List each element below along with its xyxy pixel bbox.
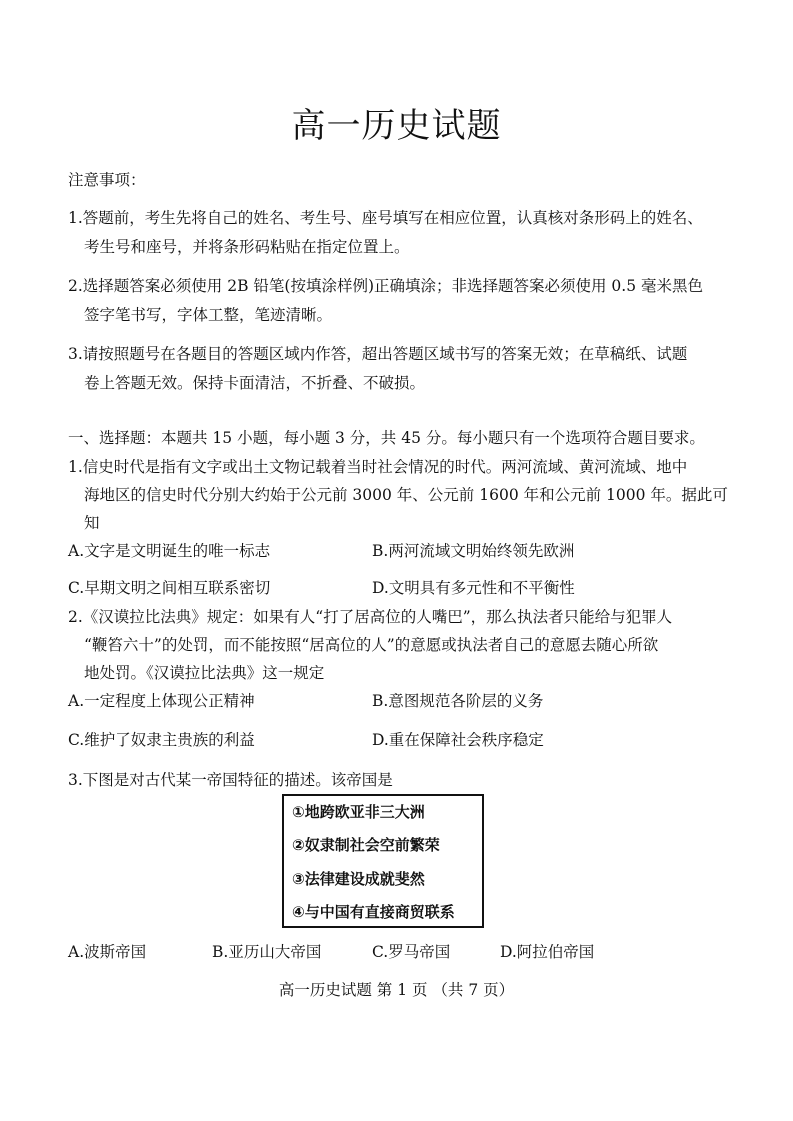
question-2-line3: 地处罚。《汉谟拉比法典》这一规定 bbox=[84, 664, 325, 682]
question-3-option-a: A.波斯帝国 bbox=[68, 943, 147, 961]
notice-item-1-line1: 1.答题前，考生先将自己的姓名、考生号、座号填写在相应位置，认真核对条形码上的姓名、 bbox=[68, 209, 703, 227]
question-1-option-a: A.文字是文明诞生的唯一标志 bbox=[68, 542, 271, 560]
section-heading: 一、选择题：本题共 15 小题，每小题 3 分，共 45 分。每小题只有一个选项符合题目要求。 bbox=[68, 429, 705, 447]
question-1-option-d: D.文明具有多元性和不平衡性 bbox=[372, 579, 575, 597]
question-1-line3: 知 bbox=[84, 514, 100, 532]
question-1-option-b: B.两河流域文明始终领先欧洲 bbox=[372, 542, 575, 560]
question-2-line2: “鞭笞六十”的处罚，而不能按照“居高位的人”的意愿或执法者自己的意愿去随心所欲 bbox=[84, 636, 659, 654]
question-1-line1: 1.信史时代是指有文字或出土文物记载着当时社会情况的时代。两河流域、黄河流域、地中 bbox=[68, 458, 688, 476]
question-2-option-c: C.维护了奴隶主贵族的利益 bbox=[68, 731, 255, 749]
notice-item-2-line2: 签字笔书写，字体工整，笔迹清晰。 bbox=[84, 306, 333, 324]
question-2-option-d: D.重在保障社会秩序稳定 bbox=[372, 731, 544, 749]
notice-item-3-line2: 卷上答题无效。保持卡面清洁，不折叠、不破损。 bbox=[84, 374, 426, 392]
figure-item-2: ②奴隶制社会空前繁荣 bbox=[292, 836, 440, 854]
figure-item-4: ④与中国有直接商贸联系 bbox=[292, 903, 455, 921]
question-2-line1: 2.《汉谟拉比法典》规定：如果有人“打了居高位的人嘴巴”，那么执法者只能给与犯罪人 bbox=[68, 608, 673, 626]
page-title: 高一历史试题 bbox=[291, 106, 502, 146]
notice-item-3-line1: 3.请按照题号在各题目的答题区域内作答，超出答题区域书写的答案无效；在草稿纸、试题 bbox=[68, 345, 688, 363]
figure-item-3: ③法律建设成就斐然 bbox=[292, 870, 425, 888]
notice-item-1-line2: 考生号和座号，并将条形码粘贴在指定位置上。 bbox=[84, 238, 410, 256]
question-3-line1: 3.下图是对古代某一帝国特征的描述。该帝国是 bbox=[68, 771, 393, 789]
question-2-option-a: A.一定程度上体现公正精神 bbox=[68, 692, 255, 710]
question-3-option-c: C.罗马帝国 bbox=[372, 943, 451, 961]
notice-heading: 注意事项： bbox=[68, 171, 146, 189]
question-1-option-c: C.早期文明之间相互联系密切 bbox=[68, 579, 271, 597]
question-1-line2: 海地区的信史时代分别大约始于公元前 3000 年、公元前 1600 年和公元前 1000 年。据此可 bbox=[84, 486, 728, 504]
question-3-option-d: D.阿拉伯帝国 bbox=[500, 943, 595, 961]
notice-item-2-line1: 2.选择题答案必须使用 2B 铅笔(按填涂样例)正确填涂；非选择题答案必须使用 0.5 毫米黑色 bbox=[68, 277, 703, 295]
question-3-figure bbox=[282, 794, 484, 928]
page-footer: 高一历史试题 第 1 页 （共 7 页） bbox=[278, 981, 515, 999]
question-3-option-b: B.亚历山大帝国 bbox=[212, 943, 322, 961]
figure-item-1: ①地跨欧亚非三大洲 bbox=[292, 803, 425, 821]
question-2-option-b: B.意图规范各阶层的义务 bbox=[372, 692, 544, 710]
